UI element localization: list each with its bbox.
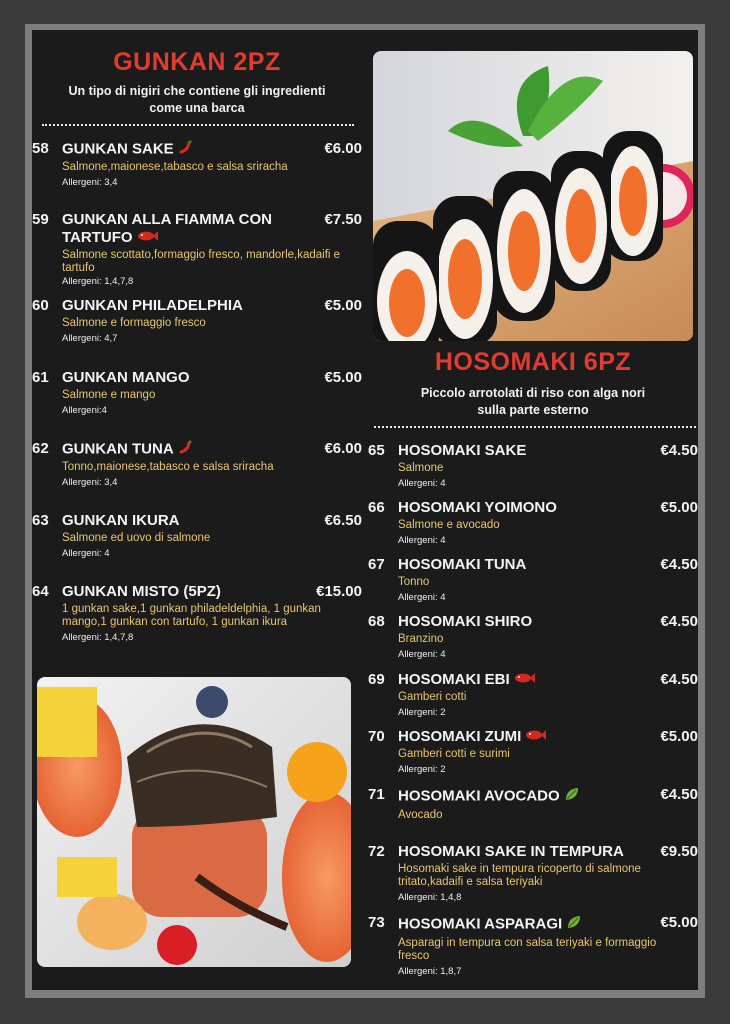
item-number: 72 bbox=[368, 843, 385, 860]
menu-item bbox=[32, 369, 362, 416]
item-allergens: Allergeni: 4 bbox=[398, 649, 446, 660]
gunkan-photo bbox=[37, 677, 351, 967]
item-name: HOSOMAKI ASPARAGI bbox=[398, 915, 563, 933]
item-description: Tonno bbox=[398, 576, 430, 588]
item-description: Branzino bbox=[398, 633, 444, 645]
menu-item bbox=[32, 297, 362, 344]
gunkan-title: GUNKAN 2PZ bbox=[113, 48, 281, 76]
item-price: €15.00 bbox=[316, 583, 362, 600]
item-description: 1 gunkan sake,1 gunkan philadeldelphia, 1 gunkan mango,1 gunkan con tartufo, 1 gunkan ikura bbox=[62, 603, 321, 628]
item-number: 71 bbox=[368, 786, 385, 803]
menu-item bbox=[368, 786, 698, 825]
menu-item bbox=[368, 671, 698, 718]
item-name: GUNKAN MISTO (5PZ) bbox=[62, 583, 221, 600]
item-number: 69 bbox=[368, 671, 385, 688]
item-allergens: Allergeni: 4 bbox=[398, 478, 446, 489]
item-number: 60 bbox=[32, 297, 49, 314]
menu-item bbox=[32, 140, 362, 188]
item-description: Salmone scottato,formaggio fresco, mandorle,kadaifi e tartufo bbox=[62, 249, 341, 275]
hosomaki-title: HOSOMAKI 6PZ bbox=[434, 348, 632, 376]
item-name: HOSOMAKI SHIRO bbox=[398, 613, 533, 630]
item-allergens: Allergeni: 1,4,7,8 bbox=[62, 276, 134, 288]
item-name: HOSOMAKI TUNA bbox=[398, 556, 527, 573]
leaf-icon bbox=[566, 914, 582, 935]
fish-icon bbox=[514, 671, 536, 689]
item-number: 59 bbox=[32, 211, 49, 228]
item-name: HOSOMAKI ZUMI bbox=[398, 728, 522, 745]
menu-item bbox=[368, 914, 698, 977]
item-price: €5.00 bbox=[660, 499, 698, 516]
item-description: Salmone ed uovo di salmone bbox=[62, 532, 211, 544]
gunkan-subtitle: Un tipo di nigiri che contiene gli ingredienti come una barca bbox=[68, 84, 326, 115]
item-number: 73 bbox=[368, 914, 385, 931]
item-allergens: Allergeni: 1,8,7 bbox=[398, 966, 462, 977]
item-description: Salmone,maionese,tabasco e salsa sriracha bbox=[62, 161, 288, 173]
item-price: €4.50 bbox=[660, 671, 698, 688]
fish-icon bbox=[137, 229, 159, 247]
menu-item bbox=[368, 728, 698, 775]
item-price: €4.50 bbox=[660, 786, 698, 803]
item-allergens: Allergeni: 4 bbox=[398, 592, 446, 603]
item-name: GUNKAN SAKE bbox=[62, 140, 174, 158]
menu-item bbox=[368, 613, 698, 660]
hosomaki-divider bbox=[374, 426, 696, 428]
item-allergens: Allergeni:4 bbox=[62, 405, 107, 416]
item-name: GUNKAN PHILADELPHIA bbox=[62, 297, 243, 314]
item-allergens: Allergeni: 3,4 bbox=[62, 477, 118, 488]
item-allergens: Allergeni: 3,4 bbox=[62, 177, 118, 188]
hosomaki-photo bbox=[373, 51, 693, 341]
item-price: €6.00 bbox=[324, 140, 362, 157]
item-name: HOSOMAKI SAKE bbox=[398, 442, 527, 459]
menu-item bbox=[368, 843, 698, 903]
fish-icon bbox=[525, 728, 547, 746]
item-price: €5.00 bbox=[324, 297, 362, 314]
item-name: GUNKAN IKURA bbox=[62, 512, 180, 529]
item-allergens: Allergeni: 4,7 bbox=[62, 333, 118, 344]
item-number: 70 bbox=[368, 728, 385, 745]
item-description: Salmone bbox=[398, 462, 444, 474]
chili-pepper-icon bbox=[178, 140, 192, 159]
item-name: GUNKAN MANGO bbox=[62, 369, 190, 386]
item-price: €6.50 bbox=[324, 512, 362, 529]
item-name: GUNKAN TUNA bbox=[62, 440, 174, 458]
menu-item bbox=[368, 499, 698, 546]
item-number: 68 bbox=[368, 613, 385, 630]
item-allergens: Allergeni: 2 bbox=[398, 764, 446, 776]
item-price: €6.00 bbox=[324, 440, 362, 457]
item-description: Tonno,maionese,tabasco e salsa sriracha bbox=[62, 461, 274, 473]
chili-pepper-icon bbox=[178, 440, 192, 459]
item-name: HOSOMAKI EBI bbox=[398, 671, 510, 688]
item-price: €7.50 bbox=[324, 211, 362, 228]
item-description: Gamberi cotti e surimi bbox=[398, 748, 510, 761]
item-allergens: Allergeni: 4 bbox=[398, 535, 446, 546]
item-number: 67 bbox=[368, 556, 385, 573]
item-name: HOSOMAKI SAKE IN TEMPURA bbox=[398, 843, 624, 860]
item-allergens: Allergeni: 2 bbox=[398, 707, 446, 719]
item-description: Salmone e avocado bbox=[398, 519, 500, 531]
item-number: 61 bbox=[32, 369, 49, 386]
item-number: 66 bbox=[368, 499, 385, 516]
item-name: HOSOMAKI AVOCADO bbox=[398, 787, 560, 805]
menu-item bbox=[32, 211, 362, 287]
item-price: €5.00 bbox=[324, 369, 362, 386]
item-allergens: Allergeni: 1,4,7,8 bbox=[62, 632, 134, 643]
item-allergens: Allergeni: 4 bbox=[62, 548, 110, 559]
item-price: €4.50 bbox=[660, 442, 698, 459]
menu-item bbox=[368, 556, 698, 603]
item-number: 64 bbox=[32, 583, 49, 600]
item-price: €5.00 bbox=[660, 914, 698, 931]
menu-page bbox=[32, 30, 698, 990]
menu-item bbox=[368, 442, 698, 489]
item-description: Salmone e formaggio fresco bbox=[62, 317, 206, 329]
gunkan-divider bbox=[42, 124, 354, 126]
item-price: €4.50 bbox=[660, 613, 698, 630]
item-number: 62 bbox=[32, 440, 49, 457]
menu-item bbox=[32, 512, 362, 559]
item-price: €9.50 bbox=[660, 843, 698, 860]
menu-item bbox=[32, 440, 362, 488]
item-number: 65 bbox=[368, 442, 385, 459]
item-description: Gamberi cotti bbox=[398, 691, 467, 704]
item-description: Asparagi in tempura con salsa teriyaki e formaggio fresco bbox=[398, 937, 657, 962]
item-description: Hosomaki sake in tempura ricoperto di salmone tritato,kadaifi e salsa teriyaki bbox=[398, 863, 641, 888]
item-price: €4.50 bbox=[660, 556, 698, 573]
item-number: 63 bbox=[32, 512, 49, 529]
item-description: Salmone e mango bbox=[62, 389, 156, 401]
item-description: Avocado bbox=[398, 809, 443, 821]
menu-item bbox=[32, 583, 362, 643]
item-price: €5.00 bbox=[660, 728, 698, 745]
item-name: GUNKAN ALLA FIAMMA CON TARTUFO bbox=[62, 211, 272, 246]
leaf-icon bbox=[564, 786, 580, 807]
hosomaki-subtitle: Piccolo arrotolati di riso con alga nori sulla parte esterno bbox=[420, 386, 646, 417]
item-name: HOSOMAKI YOIMONO bbox=[398, 499, 557, 516]
item-number: 58 bbox=[32, 140, 49, 157]
item-allergens: Allergeni: 1,4,8 bbox=[398, 892, 462, 903]
